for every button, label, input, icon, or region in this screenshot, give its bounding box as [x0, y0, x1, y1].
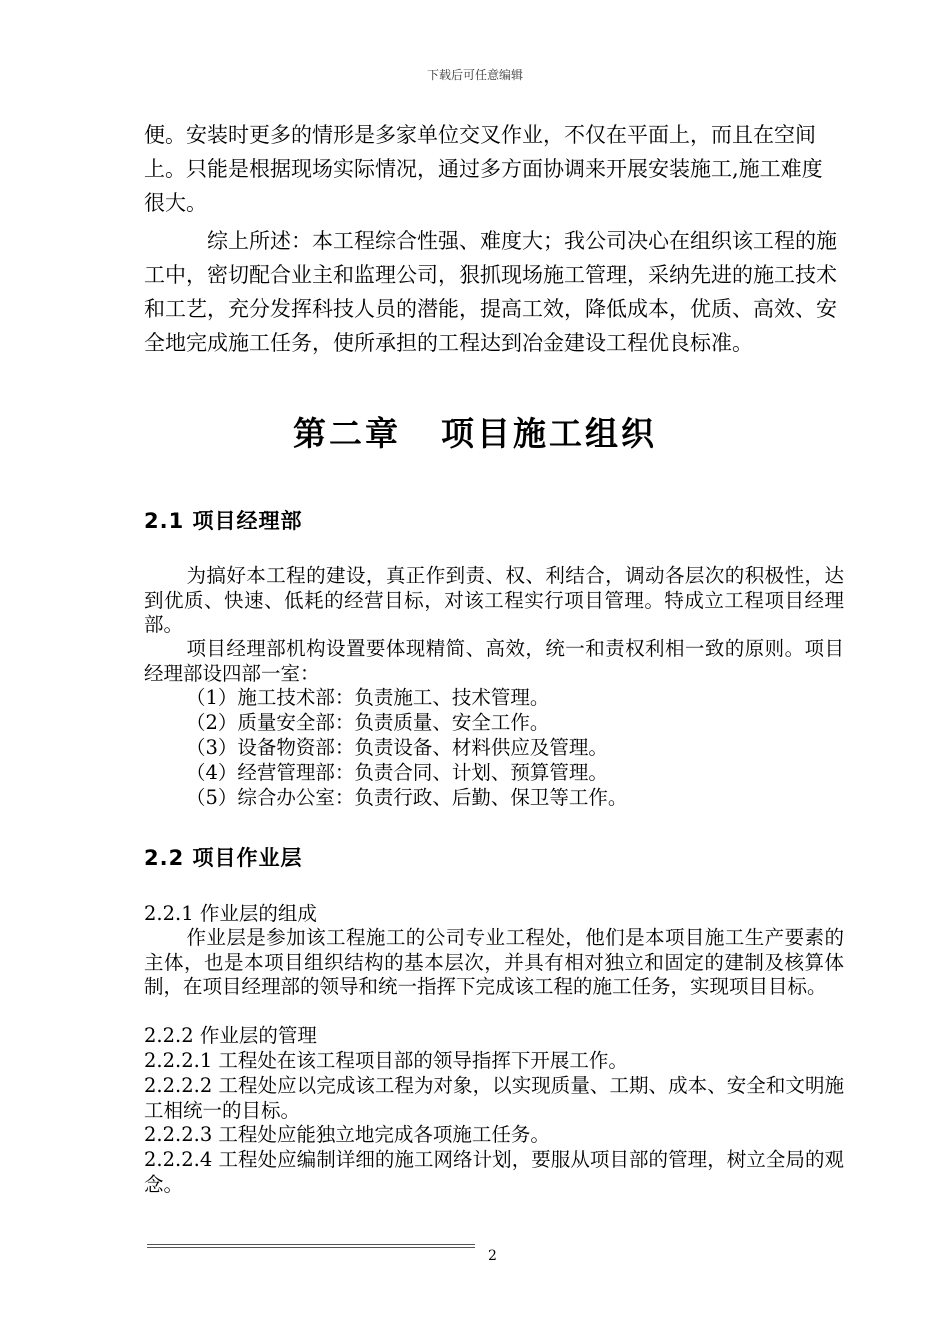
intro-paragraph-2-text: 综上所述：本工程综合性强、难度大；我公司决心在组织该工程的施工中，密切配合业主和监理公司，狠抓现场施工管理，采纳先进的施工技术和工艺，充分发挥科技人员的潜能，提高工效，降低成本，优质、高效、安全地完成施工任务，使所承担的工程达到冶金建设工程优良标准。: [144, 229, 837, 355]
footer-divider: [147, 1244, 475, 1248]
s21-paragraph-1: [144, 564, 844, 638]
s21-list-item-4: （4）经营管理部：负责合同、计划、预算管理。: [186, 761, 608, 784]
s22-heading-2: 2.2.2 作业层的管理: [144, 1024, 317, 1047]
s22-paragraph-1: [144, 926, 844, 1000]
chapter-heading: [0, 408, 950, 455]
s22-item-1: 2.2.2.1 工程处在该工程项目部的领导指挥下开展工作。: [144, 1049, 628, 1072]
s21-paragraph-2: [144, 637, 844, 686]
section-2-1-title: 2.1 项目经理部: [144, 509, 303, 533]
s22-item-2: 2.2.2.2 工程处应以完成该工程为对象，以实现质量、工期、成本、安全和文明施工相统一的目标。: [144, 1074, 844, 1122]
s21-list-item-3: （3）设备物资部：负责设备、材料供应及管理。: [186, 736, 608, 759]
intro-paragraph-2: [144, 224, 838, 360]
s21-list-item-2: （2）质量安全部：负责质量、安全工作。: [186, 711, 550, 734]
s22-heading-1: 2.2.1 作业层的组成: [144, 902, 317, 925]
s22-paragraph-1-text: 作业层是参加该工程施工的公司专业工程处，他们是本项目施工生产要素的主体，也是本项目组织结构的基本层次，并具有相对独立和固定的建制及核算体制，在项目经理部的领导和统一指挥下完成该工程的施工任务，实现项目目标。: [144, 926, 844, 998]
intro-paragraph-1: 便。安装时更多的情形是多家单位交叉作业，不仅在平面上，而且在空间上。只能是根据现场实际情况，通过多方面协调来开展安装施工,施工难度很大。: [144, 123, 823, 215]
page-header: 下载后可任意编辑: [426, 68, 523, 82]
section-2-2-title: 2.2 项目作业层: [144, 846, 303, 870]
s21-list-item-1: （1）施工技术部：负责施工、技术管理。: [186, 686, 550, 709]
s22-item-4: 2.2.2.4 工程处应编制详细的施工网络计划，要服从项目部的管理，树立全局的观念。: [144, 1148, 844, 1196]
chapter-number: 第二章: [293, 414, 401, 453]
s21-list-item-5: （5）综合办公室：负责行政、后勤、保卫等工作。: [186, 786, 628, 809]
chapter-title: 项目施工组织: [441, 414, 657, 453]
s21-paragraph-2-text: 项目经理部机构设置要体现精简、高效，统一和责权利相一致的原则。项目经理部设四部一室：: [144, 637, 844, 685]
s21-paragraph-1-text: 为搞好本工程的建设，真正作到责、权、利结合，调动各层次的积极性，达到优质、快速、低耗的经营目标，对该工程实行项目管理。特成立工程项目经理部。: [144, 564, 844, 636]
page-number: 2: [488, 1248, 497, 1264]
s22-item-3: 2.2.2.3 工程处应能独立地完成各项施工任务。: [144, 1123, 550, 1146]
